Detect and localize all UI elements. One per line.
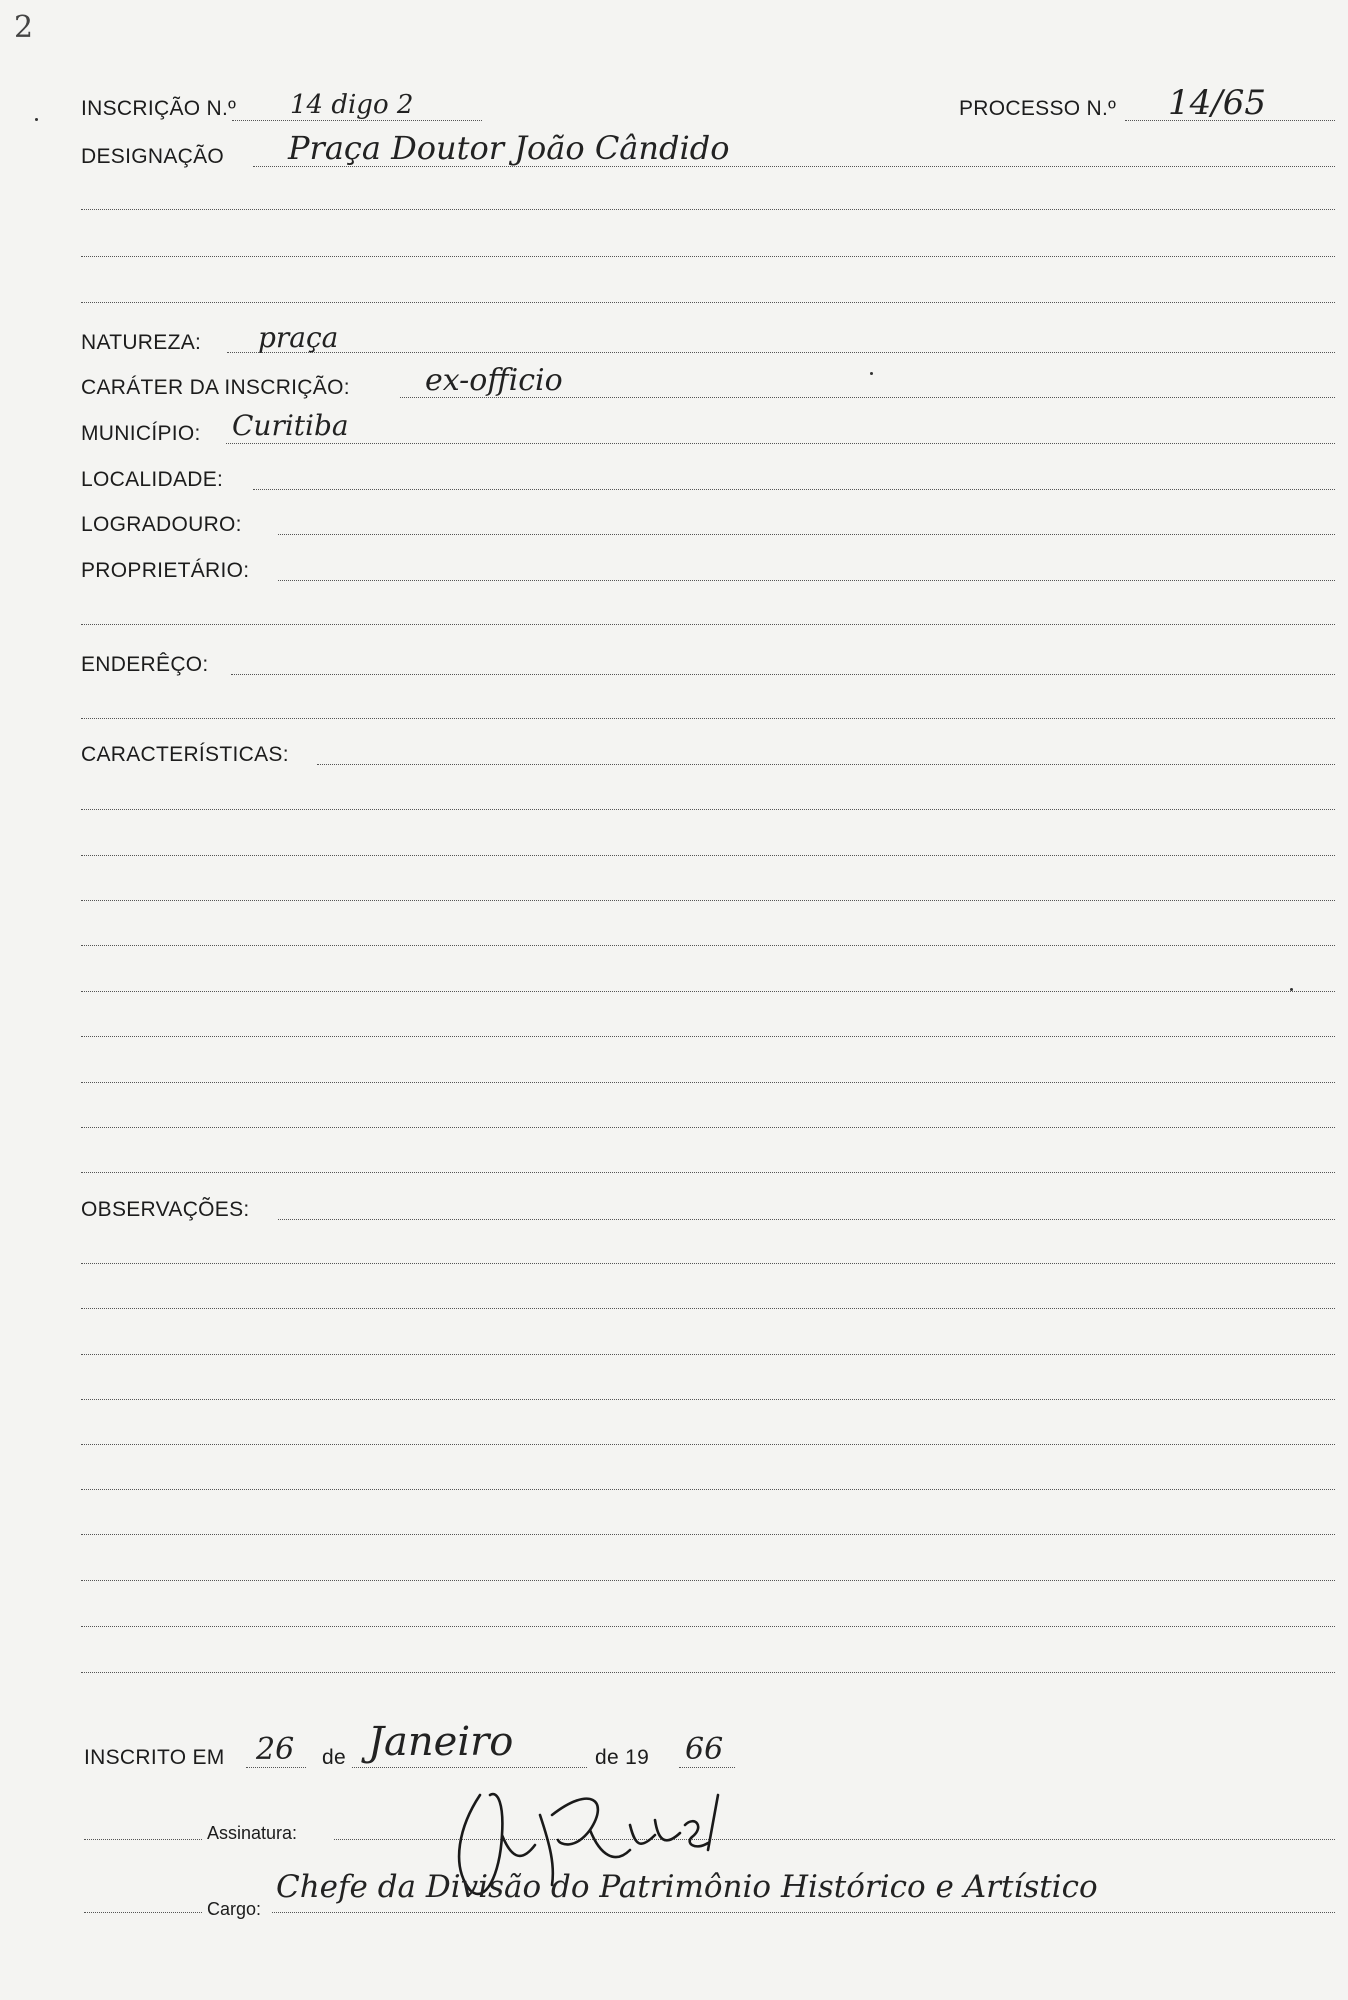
endereco-line (231, 674, 1335, 675)
proprietario-line (278, 580, 1335, 581)
observacoes-extra-line (81, 1534, 1335, 1535)
cargo-label: Cargo: (207, 1899, 262, 1919)
municipio-label: MUNICÍPIO: (81, 422, 201, 445)
processo-value: 14/65 (1168, 83, 1266, 123)
observacoes-line (278, 1219, 1335, 1220)
processo-label: PROCESSO N.º (959, 97, 1117, 120)
caracteristicas-extra-line (81, 1082, 1335, 1083)
inscricao-value: 14 digo 2 (290, 90, 414, 120)
caracteristicas-extra-line (81, 1172, 1335, 1173)
inscrito-de-19-label: de 19 (595, 1746, 650, 1769)
inscrito-year: 66 (685, 1732, 724, 1767)
carater-value: ex-officio (425, 363, 563, 398)
cargo-value: Chefe da Divisão do Patrimônio Histórico e Artístico (276, 1869, 1098, 1905)
observacoes-extra-line (81, 1626, 1335, 1627)
designacao-extra-line-2 (81, 256, 1335, 257)
inscrito-day-line (246, 1767, 306, 1768)
observacoes-extra-line (81, 1308, 1335, 1309)
caracteristicas-extra-line (81, 855, 1335, 856)
logradouro-label: LOGRADOURO: (81, 513, 242, 536)
designacao-label: DESIGNAÇÃO (81, 145, 225, 168)
natureza-line (227, 352, 1335, 353)
proprietario-label: PROPRIETÁRIO: (81, 559, 250, 582)
designacao-value: Praça Doutor João Cândido (288, 129, 730, 167)
caracteristicas-extra-line (81, 809, 1335, 810)
scan-speck (1290, 988, 1293, 991)
caracteristicas-extra-line (81, 991, 1335, 992)
inscrito-day: 26 (256, 1732, 295, 1767)
observacoes-extra-line (81, 1444, 1335, 1445)
caracteristicas-extra-line (81, 900, 1335, 901)
caracteristicas-line (317, 764, 1335, 765)
designacao-extra-line-1 (81, 209, 1335, 210)
scan-speck (870, 372, 873, 375)
inscricao-line (232, 120, 482, 121)
scan-speck (35, 118, 38, 121)
endereco-label: ENDERÊÇO: (81, 653, 209, 676)
page-number: 2 (14, 10, 34, 45)
caracteristicas-extra-line (81, 945, 1335, 946)
assinatura-left-dots (84, 1839, 202, 1840)
cargo-left-dots (84, 1912, 202, 1913)
observacoes-extra-line (81, 1263, 1335, 1264)
observacoes-extra-line (81, 1489, 1335, 1490)
municipio-value: Curitiba (232, 409, 349, 442)
endereco-extra-line (81, 718, 1335, 719)
carater-label: CARÁTER DA INSCRIÇÃO: (81, 376, 350, 399)
observacoes-extra-line (81, 1672, 1335, 1673)
inscricao-label: INSCRIÇÃO N.º (81, 97, 237, 120)
inscrito-de-label: de (322, 1746, 346, 1769)
observacoes-extra-line (81, 1354, 1335, 1355)
caracteristicas-extra-line (81, 1036, 1335, 1037)
proprietario-extra-line (81, 624, 1335, 625)
assinatura-label: Assinatura: (207, 1823, 298, 1843)
municipio-line (226, 443, 1335, 444)
inscrito-month: Janeiro (368, 1719, 514, 1765)
cargo-line (272, 1912, 1335, 1913)
natureza-value: praça (258, 321, 339, 354)
observacoes-extra-line (81, 1580, 1335, 1581)
caracteristicas-label: CARACTERÍSTICAS: (81, 743, 289, 766)
observacoes-label: OBSERVAÇÕES: (81, 1198, 250, 1221)
natureza-label: NATUREZA: (81, 331, 202, 354)
localidade-label: LOCALIDADE: (81, 468, 224, 491)
logradouro-line (278, 534, 1335, 535)
caracteristicas-extra-line (81, 1127, 1335, 1128)
localidade-line (253, 489, 1335, 490)
inscrito-label: INSCRITO EM (84, 1746, 225, 1769)
observacoes-extra-line (81, 1399, 1335, 1400)
designacao-extra-line-3 (81, 302, 1335, 303)
